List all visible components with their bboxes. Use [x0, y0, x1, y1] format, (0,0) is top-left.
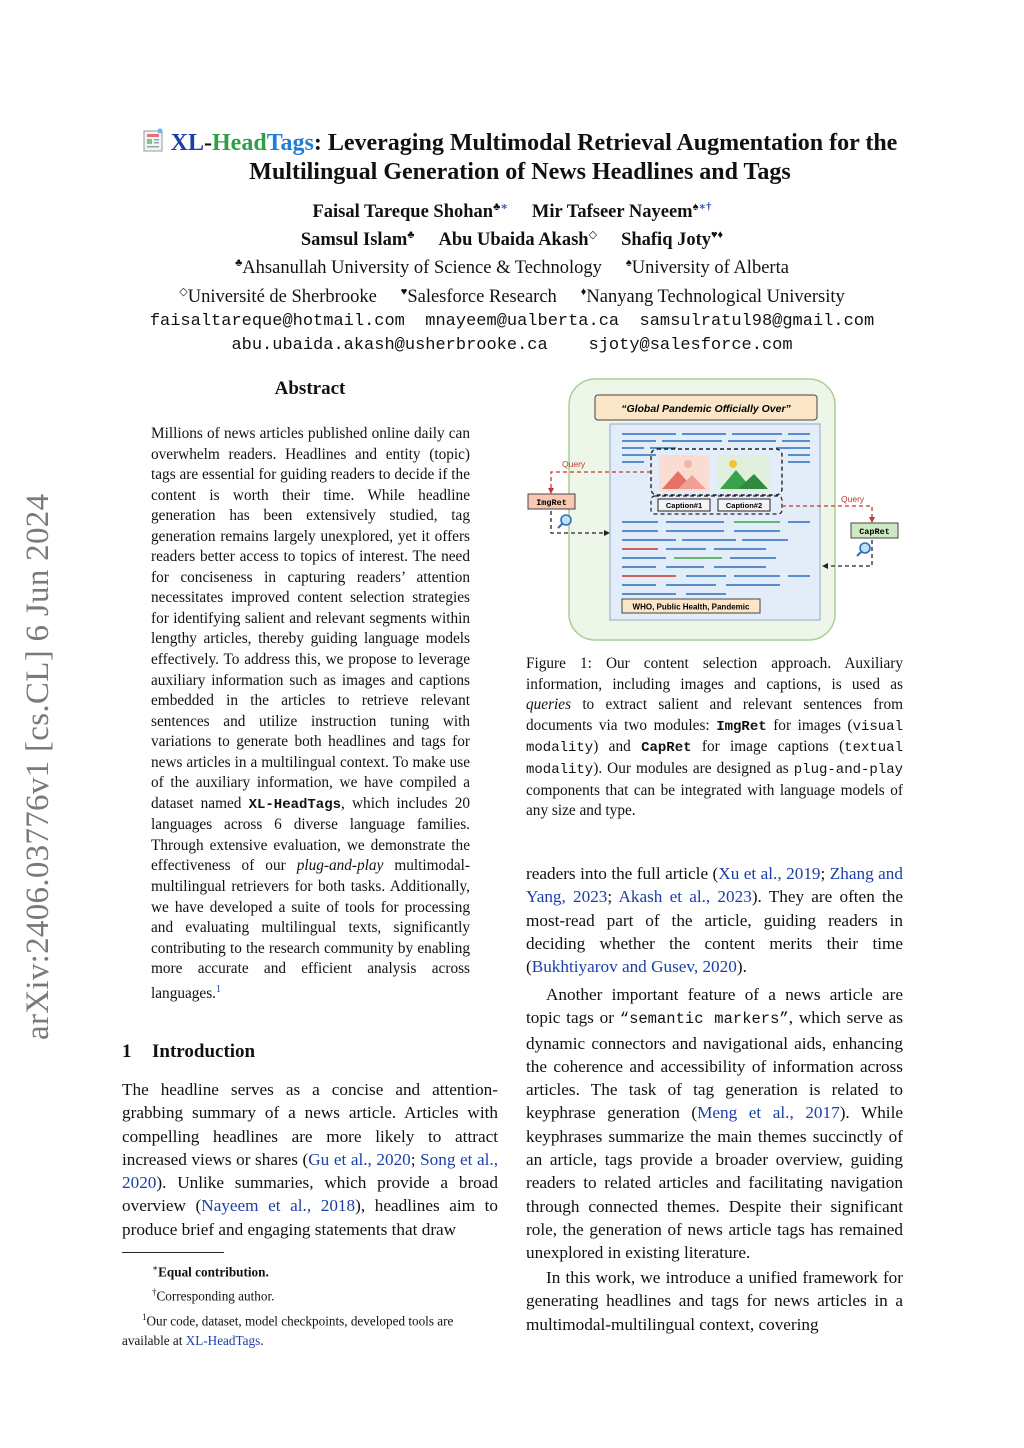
paragraph-text: readers into the full article ( [526, 864, 719, 883]
citation-link[interactable]: Xu et al., 2019 [718, 864, 821, 883]
footnote-rule [122, 1252, 224, 1253]
title-tags: Tags [266, 130, 314, 156]
title-xl: XL [170, 130, 205, 156]
paragraph-text: ). Unlike summaries, which provide a broad overview ( [122, 1173, 498, 1216]
newspaper-icon [143, 128, 165, 152]
caption-text: for image captions ( [701, 738, 845, 756]
citation-link[interactable]: Meng et al., 2017 [697, 1103, 840, 1123]
footnote-text: Corresponding author. [156, 1288, 275, 1304]
affiliation-mark: ♥♦ [711, 229, 724, 241]
email: faisaltareque@hotmail.com [149, 312, 405, 331]
magnifier-icon [857, 543, 870, 556]
author-name: Abu Ubaida Akash [438, 230, 589, 251]
footnote-corresponding [122, 1282, 500, 1306]
body-paragraph [526, 862, 903, 978]
citation-link[interactable]: Bukhtiyarov and Gusev, 2020 [531, 957, 737, 977]
abstract-text: multimodal-multilingual retrievers for both tasks. Additionally, we have developed a suite of tools for processing and evaluating multilingual texts, significantly contributing to the research community by enabling more accurate and efficient analysis across languages. [151, 857, 470, 1002]
separator: ; [410, 1149, 421, 1169]
caption-code: visual modality [526, 718, 903, 757]
title-rest: : Leveraging Multimodal Retrieval Augmentation for the [313, 130, 898, 156]
citation-link[interactable]: Nayeem et al., 2018 [201, 1196, 356, 1216]
affiliation: Salesforce Research [407, 287, 557, 308]
affiliation-mark: ♥ [400, 286, 408, 298]
footnote-text: Our code, dataset, model checkpoints, developed tools are available at [122, 1313, 454, 1349]
email: samsulratul98@gmail.com [639, 312, 875, 331]
caption-label-2: Caption#2 [725, 501, 763, 510]
footnote-code [122, 1307, 500, 1351]
title-line-2: Multilingual Generation of News Headlines and Tags [249, 159, 791, 185]
affiliation-mark: ♣ [235, 257, 243, 269]
paragraph-text: The headline serves as a concise and attention-grabbing summary of a news article. Articles with compelling headlines are more likely to attract increased views or shares ( [122, 1080, 498, 1169]
paper-title [120, 128, 920, 187]
footnote-mark: 1 [142, 1311, 147, 1322]
citation-link[interactable]: Zhang and Yang, 2023 [526, 864, 903, 907]
footnote-text: Equal contribution. [158, 1264, 269, 1280]
caption-text: for images ( [773, 716, 853, 734]
affiliation: University of Alberta [631, 258, 789, 279]
body-paragraph: In this work, we introduce a unified framework for generating headlines and tags for news articles in a multimodal-multilingual context, covering [526, 1268, 903, 1334]
emails-line-1 [0, 312, 1024, 331]
abstract-emphasis: plug-and-play [296, 857, 384, 875]
footnote-mark: ∗† [698, 201, 712, 213]
author-name: Samsul Islam [300, 230, 408, 251]
citation-link[interactable]: Song et al., 2020 [122, 1149, 499, 1193]
affiliation-mark: ◇ [588, 229, 598, 241]
footnotes [122, 1258, 500, 1351]
title-dash: - [204, 130, 213, 156]
capret-label: CapRet [859, 527, 890, 537]
separator: ; [607, 887, 619, 907]
author-name: Mir Tafseer Nayeem [531, 202, 693, 223]
caption-emphasis: queries [526, 696, 572, 714]
affiliation-mark: ♣ [493, 201, 501, 213]
citation-link[interactable]: Akash et al., 2023 [618, 887, 752, 907]
repo-link[interactable]: XL-HeadTags [185, 1333, 261, 1349]
section-title: Introduction [152, 1041, 256, 1062]
author-name: Faisal Tareque Shohan [312, 202, 494, 223]
caption-text: Figure 1: Our content selection approach. Auxiliary information, including images and captions, is used as [526, 655, 903, 693]
footnote-period: . [260, 1333, 264, 1349]
dataset-name: XL-HeadTags [248, 796, 342, 813]
paragraph-text: ). While keyphrases summarize the main themes succinctly of an article, tags provide a broader overview, guiding readers to related articles and facilitating navigation through connected themes. Despite their significant role, the generation of news article tags has remained unexplored in existing literature. [526, 1103, 903, 1263]
affiliation-mark: ♦ [580, 286, 587, 298]
imgret-label: ImgRet [536, 498, 567, 508]
intro-paragraph [122, 1078, 498, 1241]
emails-line-2 [0, 336, 1024, 355]
affiliation-mark: ♣ [407, 229, 415, 241]
body-paragraph [526, 983, 903, 1265]
query-label-left: Query [562, 459, 586, 469]
abstract-body [151, 424, 470, 1004]
citation-link[interactable]: Gu et al., 2020 [308, 1149, 411, 1169]
affiliation-mark: ◇ [179, 286, 188, 298]
affiliation: Nanyang Technological University [586, 287, 845, 308]
footnote-mark: † [152, 1287, 157, 1298]
query-label-right: Query [841, 494, 865, 504]
figure-1-diagram [526, 376, 902, 644]
authors-line-2 [0, 228, 1024, 251]
affiliation-mark: ♠ [625, 257, 632, 269]
section-number: 1 [122, 1041, 132, 1062]
abstract-heading: Abstract [274, 378, 346, 399]
affiliations-line-2 [0, 285, 1024, 308]
abstract-text: Millions of news articles published online daily can overwhelm readers. Headlines and entity (topic) tags are essential for guiding readers to decide if the content is worth their time. While headline generation has been extensively studied, tag generation remains largely unexplored, yet it offers readers better access to topics of interest. The need for conciseness in capturing readers’ attention necessitates improved content selection strategies for identifying salient and relevant segments within lengthy articles, thereby guiding language models effectively. To address this, we propose to leverage auxiliary information such as images and captions embedded in the articles to retrieve relevant sentences and utilize instruction tuning with variations to generate both headlines and tags for news articles in a multilingual context. To make use of the auxiliary information, we have compiled a dataset named [151, 425, 470, 812]
tags-text: WHO, Public Health, Pandemic [632, 602, 750, 612]
caption-label-1: Caption#1 [665, 501, 703, 510]
module-name: ImgRet [716, 718, 767, 735]
caption-text: to extract salient and relevant sentences from documents via two modules: [526, 696, 904, 734]
email: mnayeem@ualberta.ca [425, 312, 620, 331]
footnote-equal [122, 1258, 500, 1282]
affiliations-line-1 [0, 257, 1024, 279]
caption-code: textual modality [526, 740, 903, 778]
image-1 [659, 455, 709, 491]
section-heading-introduction [122, 1041, 255, 1063]
arxiv-identifier: arXiv:2406.03776v1 [cs.CL] 6 Jun 2024 [20, 493, 56, 1040]
abstract-text: , which includes 20 languages across 6 diverse language families. Through extensive evaluation, we demonstrate the effectiveness of our [151, 794, 470, 875]
paragraph-text: , which serve as dynamic connectors and navigational aids, enhancing the coherence and accessibility of information across articles. The task of tag generation is related to keyphrase generation ( [526, 1008, 903, 1123]
paragraph-text: ). [736, 957, 747, 977]
caption-text: components that can be integrated with language models of any size and type. [526, 781, 903, 820]
footnote-ref[interactable]: 1 [216, 983, 221, 995]
caption-text: ). Our modules are designed as [593, 759, 789, 777]
figure-caption [526, 654, 903, 822]
image-2 [718, 455, 770, 491]
affiliation-mark: ♠ [692, 201, 699, 213]
separator: ; [820, 864, 830, 883]
affiliation: Université de Sherbrooke [187, 287, 377, 308]
module-name: CapRet [641, 740, 692, 757]
author-name: Shafiq Joty [621, 230, 712, 251]
paragraph-text: ). They are often the most-read part of the article, guiding readers in deciding whether the content merits their time ( [526, 887, 903, 977]
title-head: Head [212, 130, 267, 156]
affiliation: Ahsanullah University of Science & Technology [242, 258, 602, 279]
email: sjoty@salesforce.com [588, 336, 793, 355]
footnote-mark: ∗ [500, 201, 508, 213]
paragraph-text: Another important feature of a news article are topic tags or [526, 985, 903, 1028]
authors-line-1 [0, 200, 1024, 223]
footnote-mark: ∗ [152, 1263, 159, 1273]
headline-text: “Global Pandemic Officially Over” [621, 403, 791, 415]
paragraph-text: ), headlines aim to produce brief and engaging statements that draw [122, 1196, 498, 1239]
inline-code: “semantic markers” [619, 1010, 789, 1029]
title-line-1 [120, 128, 920, 158]
caption-code: plug-and-play [793, 761, 903, 778]
caption-text: ) and [593, 738, 631, 756]
email: abu.ubaida.akash@usherbrooke.ca [231, 336, 548, 355]
